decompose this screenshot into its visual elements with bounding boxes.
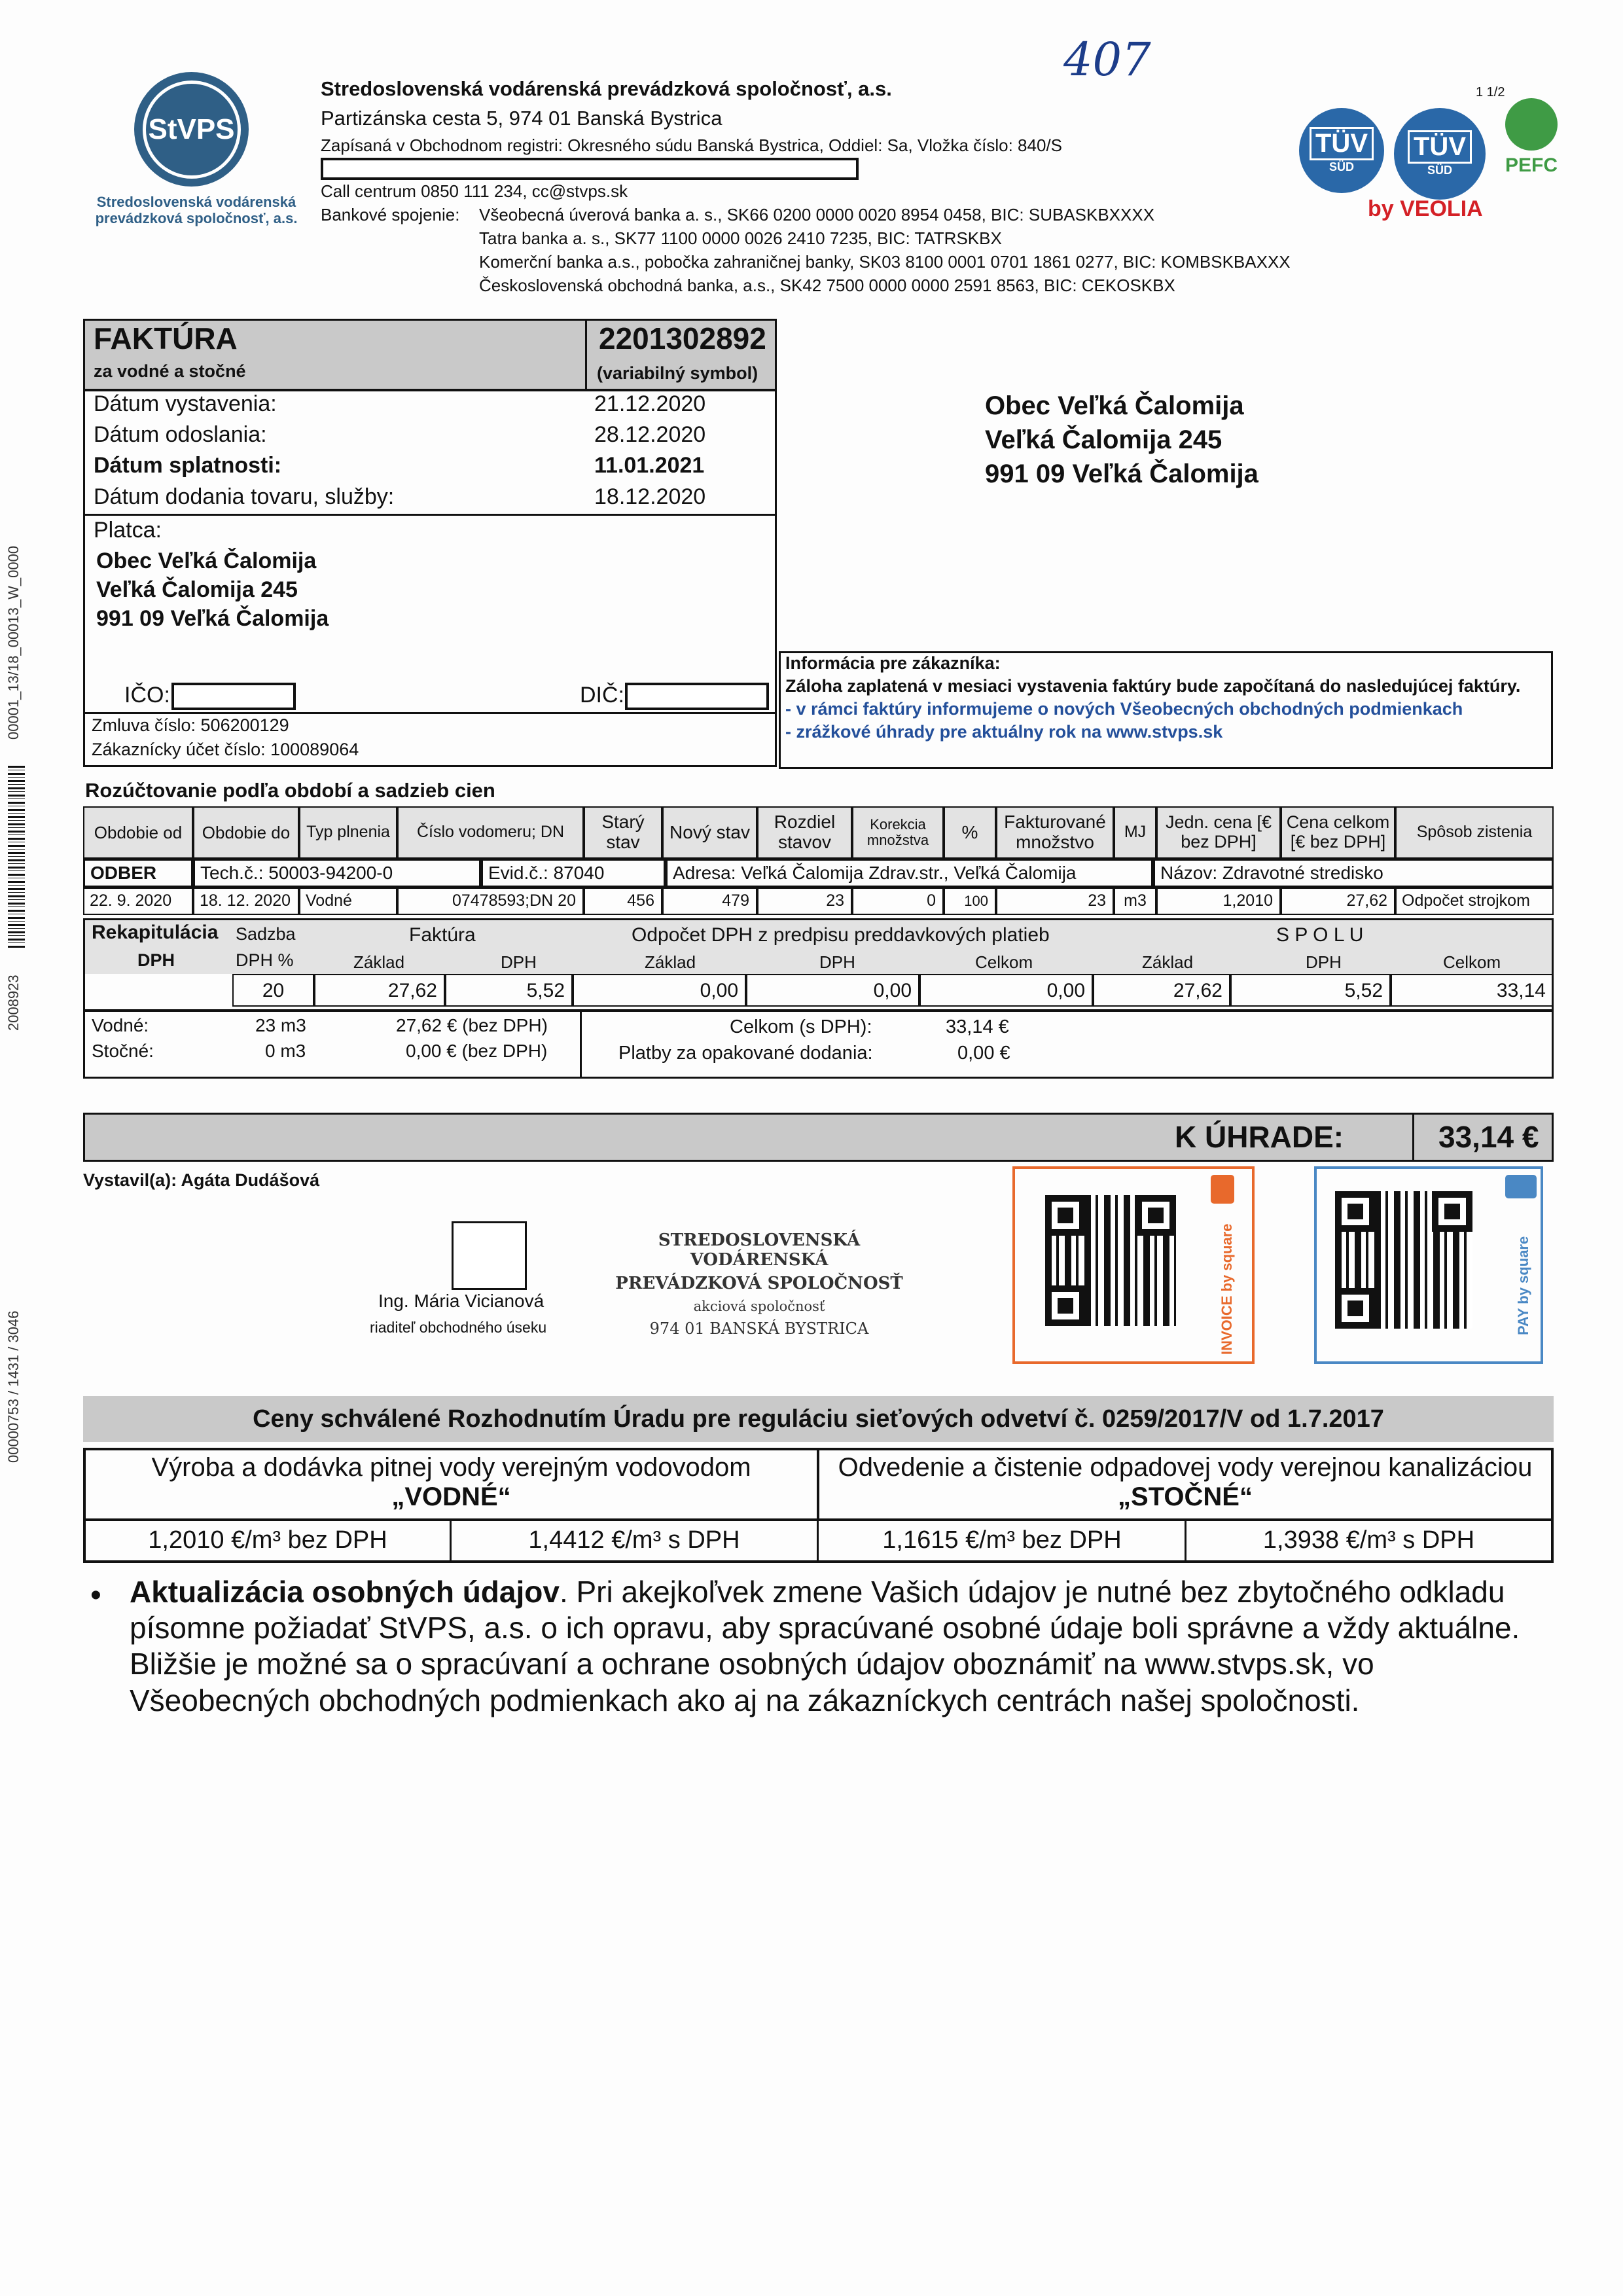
call-centre: Call centrum 0850 111 234, cc@stvps.sk — [321, 181, 628, 201]
celkom-value: 33,14 € — [946, 1016, 1009, 1037]
vodne-qty: 23 m3 — [255, 1015, 306, 1035]
redacted-registry — [321, 158, 859, 180]
payer-label: Platca: — [94, 518, 162, 543]
sewer-title: Odvedenie a čistenie odpadovej vody verejnou kanalizáciou — [838, 1453, 1533, 1482]
date-sent-label: Dátum odoslania: — [94, 422, 267, 447]
invoice-number: 2201302892 — [599, 321, 766, 355]
col-period-from: Obdobie od — [83, 806, 193, 859]
date-issued-value: 21.12.2020 — [594, 391, 706, 416]
contract-number: Zmluva číslo: 506200129 — [92, 715, 289, 735]
customer-info-line-1: Záloha zaplatená v mesiaci vystavenia faktúry bude započítaná do nasledujúcej faktúry. — [785, 676, 1521, 696]
date-due-value: 11.01.2021 — [594, 453, 705, 478]
dic-label: DIČ: — [580, 683, 624, 708]
ico-redacted — [171, 683, 296, 710]
vodne-label: Vodné: — [92, 1015, 149, 1035]
recap-s-vat-label: DPH — [1306, 952, 1342, 972]
recap-s-base-label: Základ — [1142, 952, 1194, 972]
stocne-qty: 0 m3 — [265, 1041, 306, 1061]
sewer-name: „STOČNÉ“ — [1118, 1482, 1253, 1511]
recap-o-vat-label: DPH — [819, 952, 855, 972]
water-title: Výroba a dodávka pitnej vody verejným vodovodom — [151, 1453, 751, 1482]
col-method: Spôsob zistenia — [1395, 806, 1554, 859]
bank-label: Bankové spojenie: — [321, 205, 460, 224]
amount-due-label: K ÚHRADE: — [1175, 1120, 1344, 1154]
date-issued-label: Dátum vystavenia: — [94, 391, 277, 416]
recap-f-vat: 5,52 — [445, 974, 573, 1007]
recap-s-base: 27,62 — [1093, 974, 1230, 1007]
water-net-price: 1,2010 €/m³ bez DPH — [148, 1526, 387, 1554]
bank-3: Komerční banka a.s., pobočka zahraničnej banky, SK03 8100 0001 0701 1861 0277, BIC: KOMBSKBAXXX — [479, 252, 1291, 272]
company-stamp: STREDOSLOVENSKÁ VODÁRENSKÁ PREVÁDZKOVÁ SPOLOČNOSŤ akciová spoločnosť 974 01 BANSKÁ BYSTRICA — [615, 1230, 903, 1338]
barcode-number: 2008923 — [5, 975, 22, 1031]
recap-odpocet: Odpočet DPH z predpisu preddavkových platieb — [632, 924, 1050, 946]
company-logo: StVPS — [134, 72, 249, 187]
row-correction: 0 — [852, 888, 944, 915]
bank-1: Všeobecná úverová banka a. s., SK66 0200 0000 0020 8954 0458, BIC: SUBASKBXXXX — [479, 205, 1155, 224]
amount-due-value: 33,14 € — [1438, 1120, 1539, 1154]
row-difference: 23 — [757, 888, 852, 915]
vodne-amount: 27,62 € (bez DPH) — [396, 1015, 548, 1035]
payer-line-3: 991 09 Veľká Čalomija — [96, 606, 329, 631]
signatory-name: Ing. Mária Vicianová — [378, 1291, 544, 1311]
odber-tech: Tech.č.: 50003-94200-0 — [193, 859, 481, 888]
invoice-subtitle: za vodné a stočné — [94, 361, 246, 381]
col-type: Typ plnenia — [299, 806, 397, 859]
batch-number: 00000753 / 1431 / 3046 — [5, 1310, 22, 1463]
company-registry: Zapísaná v Obchodnom registri: Okresného súdu Banská Bystrica, Oddiel: Sa, Vložka číslo: 840/S — [321, 135, 1063, 155]
veolia-logo: by VEOLIA — [1368, 196, 1483, 221]
col-difference: Rozdiel stavov — [757, 806, 852, 859]
col-total-price: Cena celkom [€ bez DPH] — [1281, 806, 1395, 859]
company-name: Stredoslovenská vodárenská prevádzková spoločnosť, a.s. — [321, 77, 892, 100]
col-unit: MJ — [1114, 806, 1156, 859]
customer-info-line-3: - zrážkové úhrady pre aktuálny rok na www.stvps.sk — [785, 722, 1223, 742]
signature-redacted — [452, 1221, 527, 1290]
odber-name: Názov: Zdravotné stredisko — [1153, 859, 1554, 888]
margin-barcode — [8, 766, 25, 949]
tuv-logo-2: TÜV SÜD — [1394, 108, 1486, 200]
col-old-state: Starý stav — [584, 806, 662, 859]
invoice-by-square: INVOICE by square — [1219, 1223, 1235, 1355]
notice-text: . Pri akejkoľvek zmene Vašich údajov je nutné bez zbytočného odkladu písomne požiadať StVPS, a.s. o ich opravu, aby spracúvané osobné údaje boli správne a vždy aktuálne. Bližšie je možné sa o spracúvaní a ochrane osobných údajov oboznámiť na www.stvps.sk, vo Všeobecných obchodných podmienkach ako aj na zákazníckych centrách našej spoločnosti. — [130, 1575, 1520, 1717]
handwritten-note: 407 — [1063, 33, 1151, 86]
pay-qr-code — [1335, 1191, 1472, 1329]
payer-line-1: Obec Veľká Čalomija — [96, 548, 317, 573]
recap-sadzba: Sadzba — [236, 924, 296, 944]
dic-redacted — [625, 683, 769, 710]
celkom-label: Celkom (s DPH): — [730, 1016, 872, 1037]
water-name: „VODNÉ“ — [391, 1482, 511, 1511]
pay-by-square: PAY by square — [1515, 1236, 1531, 1335]
date-delivery-value: 18.12.2020 — [594, 484, 706, 509]
signatory-role: riaditeľ obchodného úseku — [370, 1319, 547, 1336]
col-period-to: Obdobie do — [193, 806, 299, 859]
recap-o-base-label: Základ — [645, 952, 696, 972]
row-unit-price: 1,2010 — [1156, 888, 1281, 915]
invoice-title: FAKTÚRA — [94, 321, 238, 355]
row-quantity: 23 — [996, 888, 1114, 915]
prices-header: Ceny schválené Rozhodnutím Úradu pre reguláciu sieťových odvetví č. 0259/2017/V od 1.7.2017 — [253, 1405, 1384, 1433]
logo-caption: Stredoslovenská vodárenská prevádzková spoločnosť, a.s. — [95, 194, 298, 227]
recap-f-vat-label: DPH — [501, 952, 537, 972]
col-unit-price: Jedn. cena [€ bez DPH] — [1156, 806, 1281, 859]
ico-label: IČO: — [124, 683, 170, 708]
col-new-state: Nový stav — [662, 806, 757, 859]
recipient-line-3: 991 09 Veľká Čalomija — [985, 459, 1258, 488]
notice-paragraph — [130, 1574, 1550, 1719]
row-total-price: 27,62 — [1281, 888, 1395, 915]
bank-2: Tatra banka a. s., SK77 1100 0000 0026 2410 7235, BIC: TATRSKBX — [479, 228, 1002, 248]
page-number: 1 1/2 — [1476, 85, 1505, 99]
recap-spolu: S P O L U — [1276, 924, 1364, 946]
odber-evid: Evid.č.: 87040 — [481, 859, 666, 888]
pefc-logo: PEFC — [1495, 98, 1567, 190]
row-old-state: 456 — [584, 888, 662, 915]
recap-label: Rekapitulácia — [92, 922, 219, 943]
row-method: Odpočet strojkom — [1395, 888, 1554, 915]
row-meter: 07478593;DN 20 — [397, 888, 584, 915]
sewer-net-price: 1,1615 €/m³ bez DPH — [882, 1526, 1122, 1554]
customer-info-line-2: - v rámci faktúry informujeme o nových Všeobecných obchodných podmienkach — [785, 699, 1463, 719]
payer-line-2: Veľká Čalomija 245 — [96, 577, 298, 602]
col-correction: Korekcia množstva — [852, 806, 944, 859]
recap-dph-pct: DPH % — [236, 950, 294, 970]
notice-bullet: • — [90, 1578, 101, 1613]
invoice-icon — [1211, 1175, 1234, 1204]
water-gross-price: 1,4412 €/m³ s DPH — [528, 1526, 740, 1554]
recap-f-base-label: Základ — [353, 952, 405, 972]
recap-o-total: 0,00 — [919, 974, 1093, 1007]
date-due-label: Dátum splatnosti: — [94, 453, 282, 478]
recap-o-base: 0,00 — [573, 974, 746, 1007]
row-type: Vodné — [299, 888, 397, 915]
document-code: 00001_13/18_00013_W_0000 — [5, 545, 22, 740]
stocne-label: Stočné: — [92, 1041, 154, 1061]
platby-value: 0,00 € — [957, 1043, 1010, 1064]
row-percent: 100 — [944, 888, 996, 915]
breakdown-title: Rozúčtovanie podľa období a sadzieb cien — [85, 779, 495, 802]
col-quantity: Fakturované množstvo — [996, 806, 1114, 859]
recap-rate: 20 — [232, 974, 314, 1007]
date-delivery-label: Dátum dodania tovaru, služby: — [94, 484, 395, 509]
row-new-state: 479 — [662, 888, 757, 915]
recap-s-vat: 5,52 — [1230, 974, 1391, 1007]
recap-s-total-label: Celkom — [1443, 952, 1501, 972]
sewer-gross-price: 1,3938 €/m³ s DPH — [1262, 1526, 1475, 1554]
notice-heading: Aktualizácia osobných údajov — [130, 1575, 560, 1609]
date-sent-value: 28.12.2020 — [594, 422, 706, 447]
card-icon — [1505, 1175, 1537, 1198]
col-percent: % — [944, 806, 996, 859]
invoice-number-label: (variabilný symbol) — [597, 363, 758, 383]
row-period-from: 22. 9. 2020 — [83, 888, 193, 915]
bank-4: Československá obchodná banka, a.s., SK42 7500 0000 0000 2591 8563, BIC: CEKOSKBX — [479, 276, 1175, 295]
row-period-to: 18. 12. 2020 — [193, 888, 299, 915]
recap-s-total: 33,14 — [1391, 974, 1554, 1007]
recap-o-total-label: Celkom — [975, 952, 1033, 972]
invoice-qr-code — [1045, 1195, 1176, 1326]
recap-faktura: Faktúra — [409, 924, 476, 946]
recipient-line-2: Veľká Čalomija 245 — [985, 425, 1222, 454]
odber-label: ODBER — [83, 859, 193, 888]
stocne-amount: 0,00 € (bez DPH) — [406, 1041, 548, 1061]
row-unit: m3 — [1114, 888, 1156, 915]
platby-label: Platby za opakované dodania: — [618, 1043, 873, 1064]
customer-account: Zákaznícky účet číslo: 100089064 — [92, 740, 359, 759]
prices-header-bar — [83, 1396, 1554, 1442]
recap-f-base: 27,62 — [314, 974, 445, 1007]
recap-dph-label: DPH — [137, 950, 175, 970]
recipient-line-1: Obec Veľká Čalomija — [985, 391, 1244, 420]
tuv-logo-1: TÜV SÜD — [1299, 108, 1384, 193]
customer-info-title: Informácia pre zákazníka: — [785, 653, 1001, 673]
recap-o-vat: 0,00 — [746, 974, 919, 1007]
company-address: Partizánska cesta 5, 974 01 Banská Bystrica — [321, 107, 722, 130]
col-meter: Číslo vodomeru; DN — [397, 806, 584, 859]
issued-by: Vystavil(a): Agáta Dudášová — [83, 1170, 320, 1190]
odber-address: Adresa: Veľká Čalomija Zdrav.str., Veľká Čalomija — [666, 859, 1153, 888]
